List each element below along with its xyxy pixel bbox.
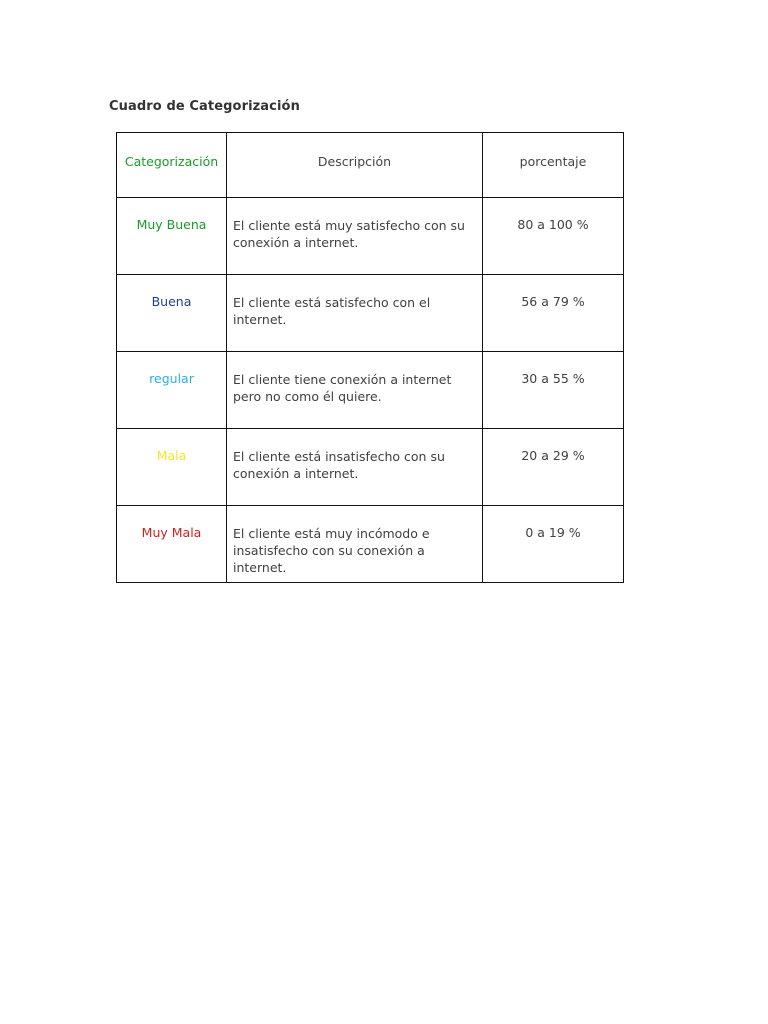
category-cell: Mala xyxy=(117,429,227,506)
percentage-cell: 20 a 29 % xyxy=(483,429,624,506)
header-descripcion: Descripción xyxy=(227,133,483,198)
category-cell: Muy Buena xyxy=(117,198,227,275)
categorization-table xyxy=(116,132,624,583)
table-header-row xyxy=(117,133,624,198)
category-cell: Buena xyxy=(117,275,227,352)
percentage-cell: 80 a 100 % xyxy=(483,198,624,275)
percentage-cell: 0 a 19 % xyxy=(483,506,624,583)
table-row xyxy=(117,275,624,352)
description-cell: El cliente está insatisfecho con su conexión a internet. xyxy=(227,429,483,506)
category-cell: Muy Mala xyxy=(117,506,227,583)
description-cell: El cliente está muy incómodo e insatisfecho con su conexión a internet. xyxy=(227,506,483,583)
table-row xyxy=(117,429,624,506)
category-cell: regular xyxy=(117,352,227,429)
percentage-cell: 30 a 55 % xyxy=(483,352,624,429)
description-cell: El cliente está satisfecho con el internet. xyxy=(227,275,483,352)
table-row xyxy=(117,352,624,429)
header-categorizacion: Categorización xyxy=(117,133,227,198)
percentage-cell: 56 a 79 % xyxy=(483,275,624,352)
page-title: Cuadro de Categorización xyxy=(109,99,300,114)
description-cell: El cliente tiene conexión a internet pero no como él quiere. xyxy=(227,352,483,429)
description-cell: El cliente está muy satisfecho con su conexión a internet. xyxy=(227,198,483,275)
table-row xyxy=(117,506,624,583)
table-row xyxy=(117,198,624,275)
header-porcentaje: porcentaje xyxy=(483,133,624,198)
